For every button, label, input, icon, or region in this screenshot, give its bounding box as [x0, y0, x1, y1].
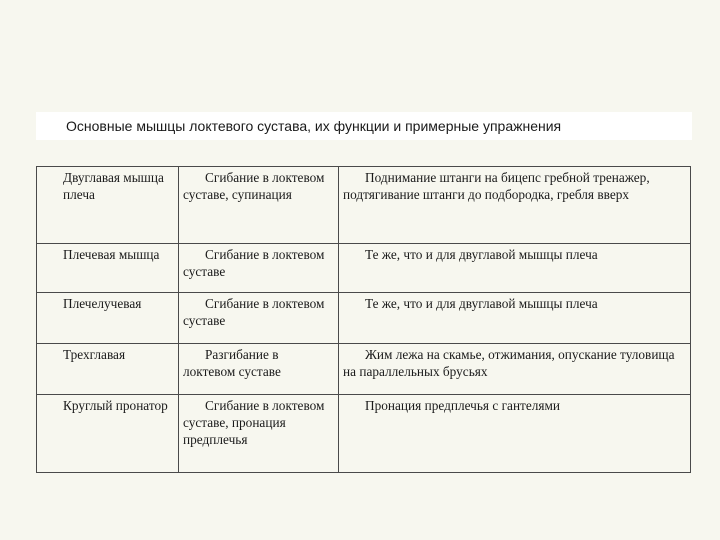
exercises-text: Те же, что и для двуглавой мышцы плеча: [365, 247, 598, 262]
exercises-cell: [339, 395, 691, 473]
exercises-text: Поднимание штанги на бицепс гребной тренажер, подтягивание штанги до подбородка, гребля вверх: [343, 170, 650, 202]
muscle-name: Круглый пронатор: [63, 398, 168, 413]
exercises-text: Те же, что и для двуглавой мышцы плеча: [365, 296, 598, 311]
function-cell: [179, 167, 339, 244]
exercises-cell: [339, 344, 691, 395]
function-text: Сгибание в локтевом суставе, супинация: [183, 170, 325, 202]
function-text: Сгибание в локтевом суставе: [183, 296, 325, 328]
exercises-cell: [339, 167, 691, 244]
table-row: [37, 344, 691, 395]
exercises-text: Пронация предплечья с гантелями: [365, 398, 561, 413]
function-text: Сгибание в локтевом суставе, пронация предплечья: [183, 398, 325, 447]
function-text: Сгибание в локтевом суставе: [183, 247, 325, 279]
table-row: [37, 244, 691, 293]
exercises-cell: [339, 293, 691, 344]
muscle-cell: [37, 344, 179, 395]
exercises-cell: [339, 244, 691, 293]
muscle-name: Плечевая мышца: [63, 247, 160, 262]
function-cell: [179, 395, 339, 473]
muscle-name: Двуглавая мышца плеча: [63, 170, 164, 202]
function-cell: [179, 293, 339, 344]
muscles-table: [36, 166, 691, 473]
function-text: Разгибание в локтевом суставе: [183, 347, 281, 379]
muscle-cell: [37, 395, 179, 473]
muscle-cell: [37, 167, 179, 244]
table-row: [37, 395, 691, 473]
muscle-name: Трехглавая: [63, 347, 126, 362]
page-title: Основные мышцы локтевого сустава, их функции и примерные упражнения: [66, 118, 562, 134]
title-box: [36, 112, 692, 140]
muscle-name: Плечелучевая: [63, 296, 142, 311]
table-row: [37, 167, 691, 244]
function-cell: [179, 244, 339, 293]
muscle-cell: [37, 293, 179, 344]
table-row: [37, 293, 691, 344]
function-cell: [179, 344, 339, 395]
exercises-text: Жим лежа на скамье, отжимания, опускание туловища на параллельных брусьях: [343, 347, 675, 379]
muscle-cell: [37, 244, 179, 293]
